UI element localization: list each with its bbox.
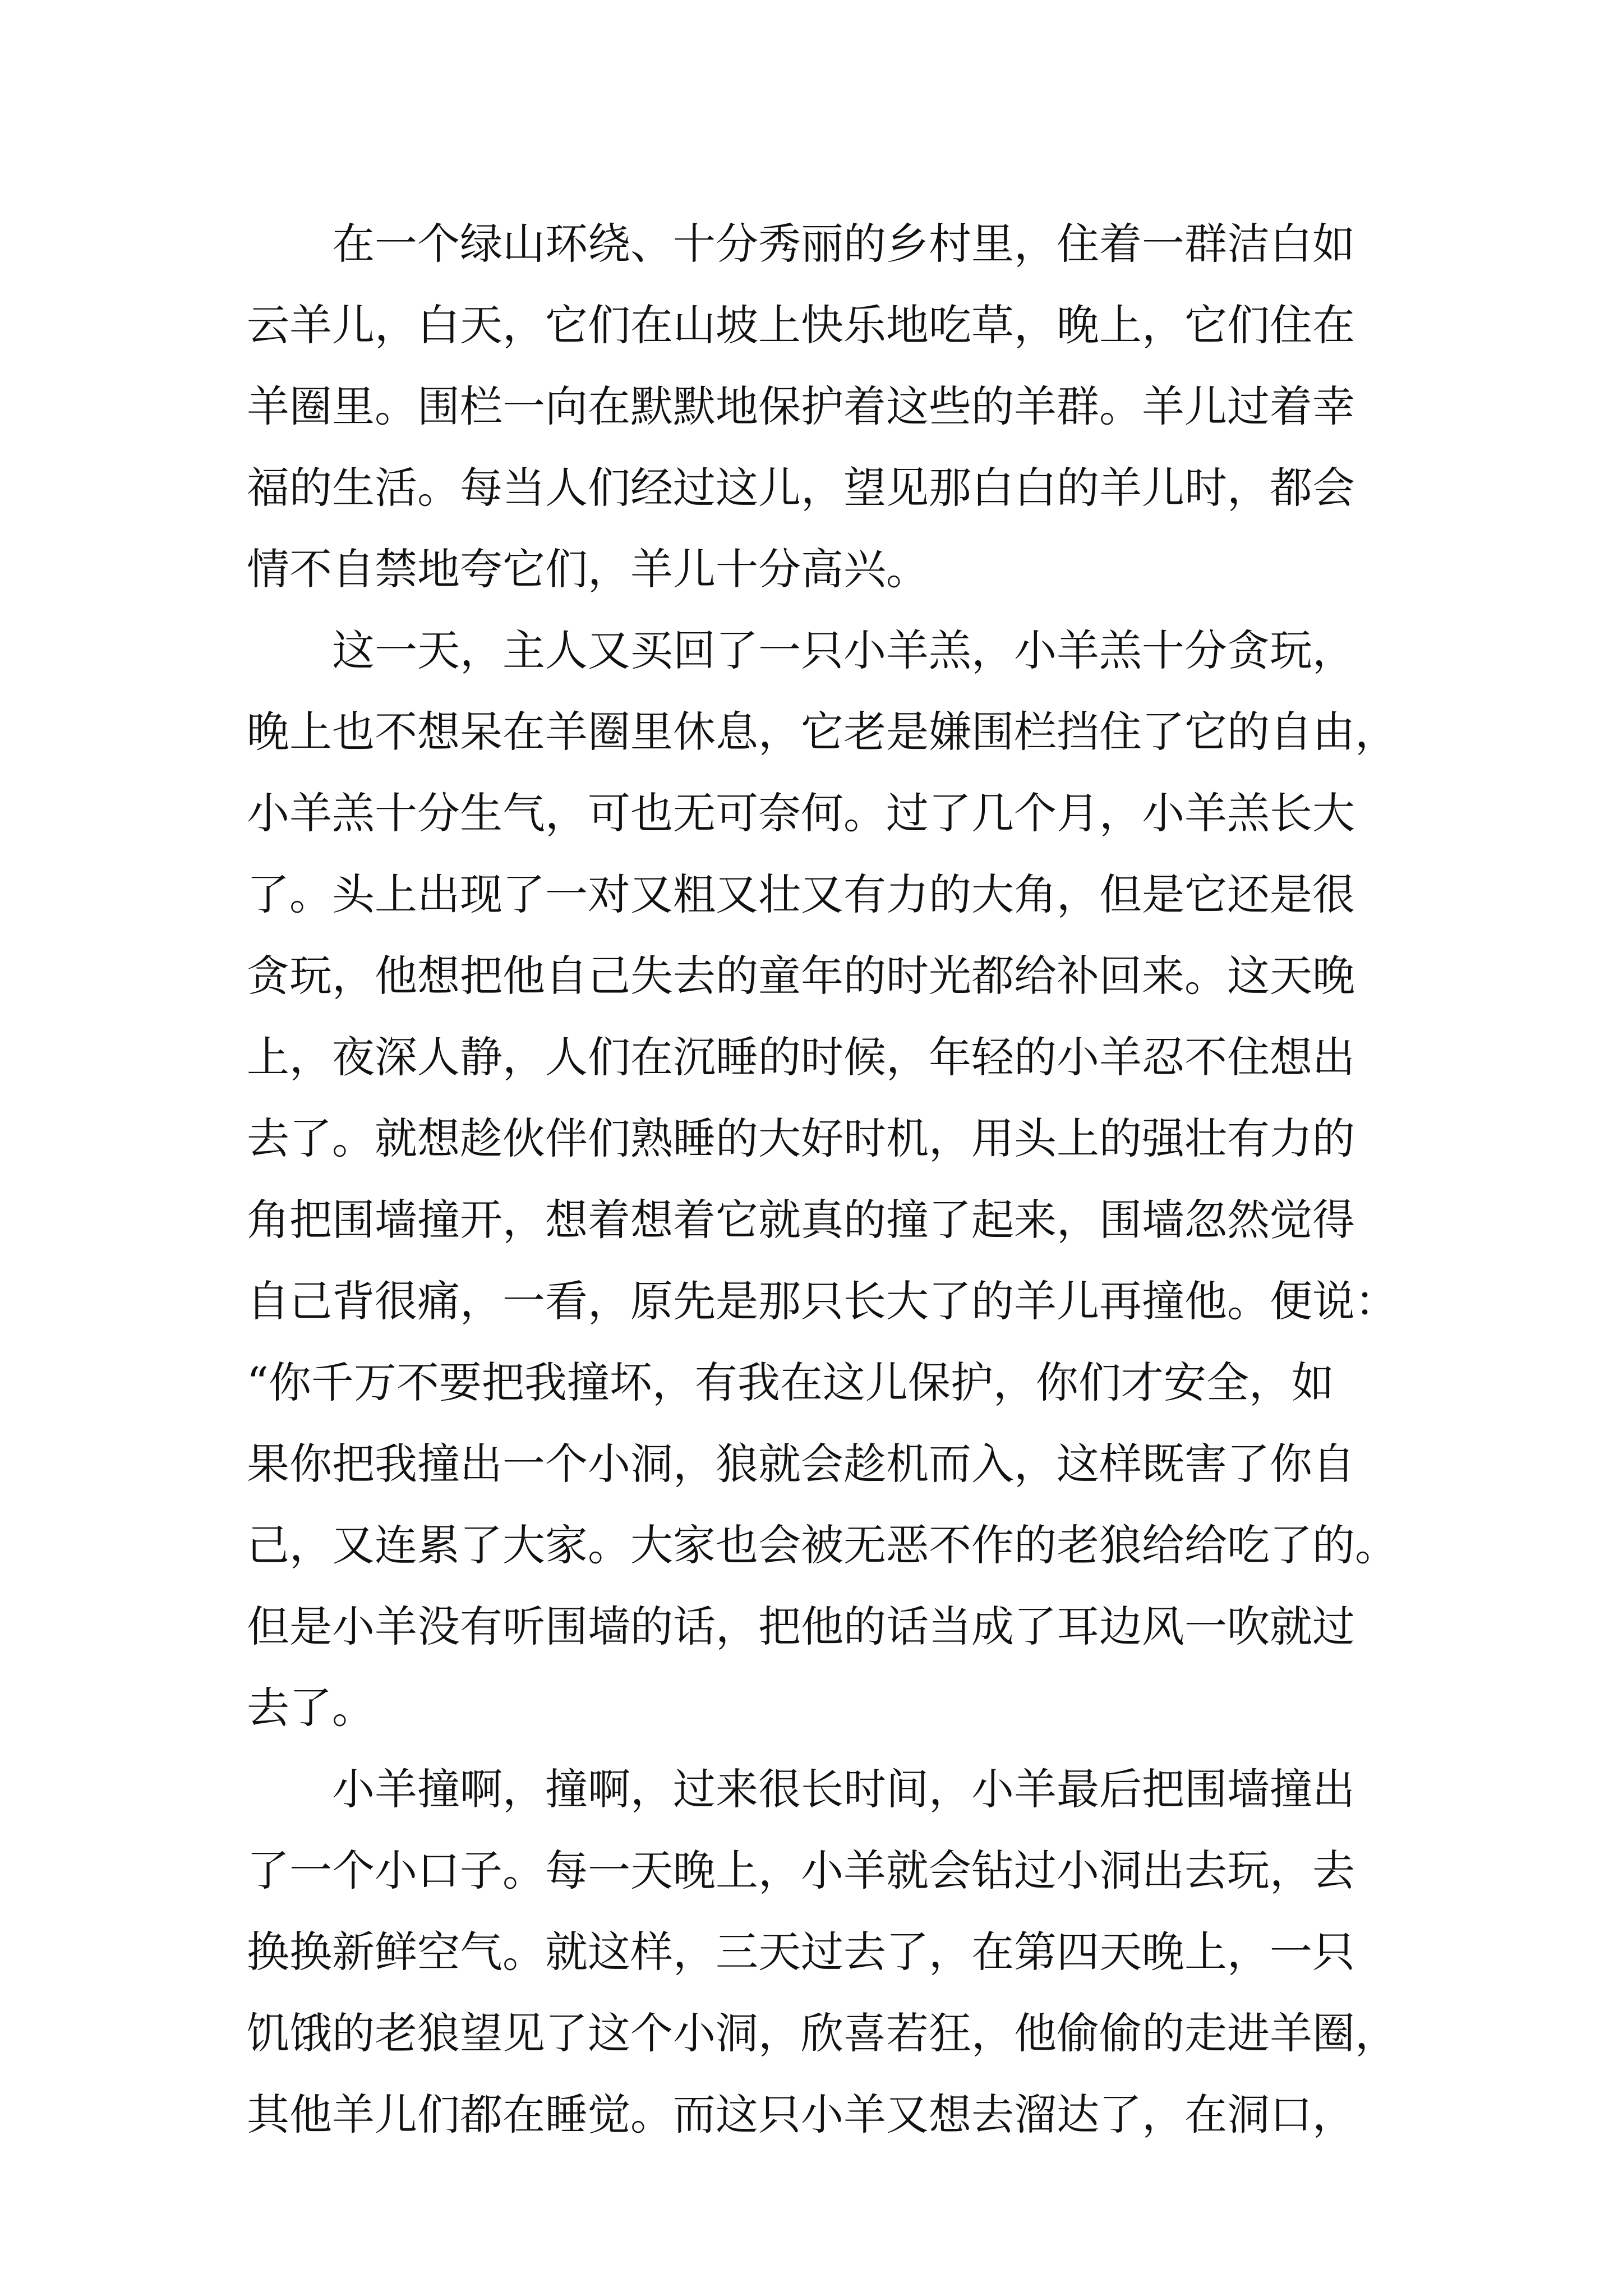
text-line: “你千万不要把我撞坏，有我在这儿保护，你们才安全，如 <box>247 1358 1334 1407</box>
text-line: 小羊撞啊，撞啊，过来很长时间，小羊最后把围墙撞出 <box>247 1764 1355 1814</box>
text-line: 上，夜深人静，人们在沉睡的时候，年轻的小羊忍不住想出 <box>247 1032 1355 1082</box>
text-line: 福的生活。每当人们经过这儿，望见那白白的羊儿时，都会 <box>247 463 1355 513</box>
text-line: 了。头上出现了一对又粗又壮又有力的大角，但是它还是很 <box>247 869 1355 919</box>
paragraph <box>247 203 1391 610</box>
paragraph <box>247 1749 1398 2155</box>
text-line: 饥饿的老狼望见了这个小洞，欣喜若狂，他偷偷的走进羊圈， <box>247 2008 1398 2058</box>
text-line: 晚上也不想呆在羊圈里休息，它老是嫌围栏挡住了它的自由， <box>247 707 1398 757</box>
text-line: 其他羊儿们都在睡觉。而这只小羊又想去溜达了，在洞口， <box>247 2090 1355 2139</box>
document-body <box>247 203 1398 2155</box>
paragraph <box>247 610 1398 1749</box>
text-line: 果你把我撞出一个小洞，狼就会趁机而入，这样既害了你自 <box>247 1439 1355 1489</box>
text-line: 了一个小口子。每一天晚上，小羊就会钻过小洞出去玩，去 <box>247 1846 1355 1895</box>
text-line: 角把围墙撞开，想着想着它就真的撞了起来，围墙忽然觉得 <box>247 1195 1355 1245</box>
text-line: 去了。 <box>247 1683 375 1733</box>
text-line: 己，又连累了大家。大家也会被无恶不作的老狼给给吃了的。 <box>247 1520 1398 1570</box>
text-line: 去了。就想趁伙伴们熟睡的大好时机，用头上的强壮有力的 <box>247 1114 1355 1163</box>
text-line: 但是小羊没有听围墙的话，把他的话当成了耳边风一吹就过 <box>247 1602 1355 1651</box>
text-line: 羊圈里。围栏一向在默默地保护着这些的羊群。羊儿过着幸 <box>247 381 1355 431</box>
text-line: 贪玩，他想把他自己失去的童年的时光都给补回来。这天晚 <box>247 951 1355 1001</box>
text-line: 这一天，主人又买回了一只小羊羔，小羊羔十分贪玩， <box>247 625 1355 675</box>
text-line: 换换新鲜空气。就这样，三天过去了，在第四天晚上，一只 <box>247 1927 1355 1977</box>
text-line: 在一个绿山环绕、十分秀丽的乡村里，住着一群洁白如 <box>247 219 1355 269</box>
text-line: 自己背很痛，一看，原先是那只长大了的羊儿再撞他。便说： <box>247 1276 1398 1326</box>
text-line: 情不自禁地夸它们，羊儿十分高兴。 <box>247 544 929 594</box>
text-line: 小羊羔十分生气，可也无可奈何。过了几个月，小羊羔长大 <box>247 788 1355 838</box>
text-line: 云羊儿，白天，它们在山坡上快乐地吃草，晚上，它们住在 <box>247 300 1355 350</box>
